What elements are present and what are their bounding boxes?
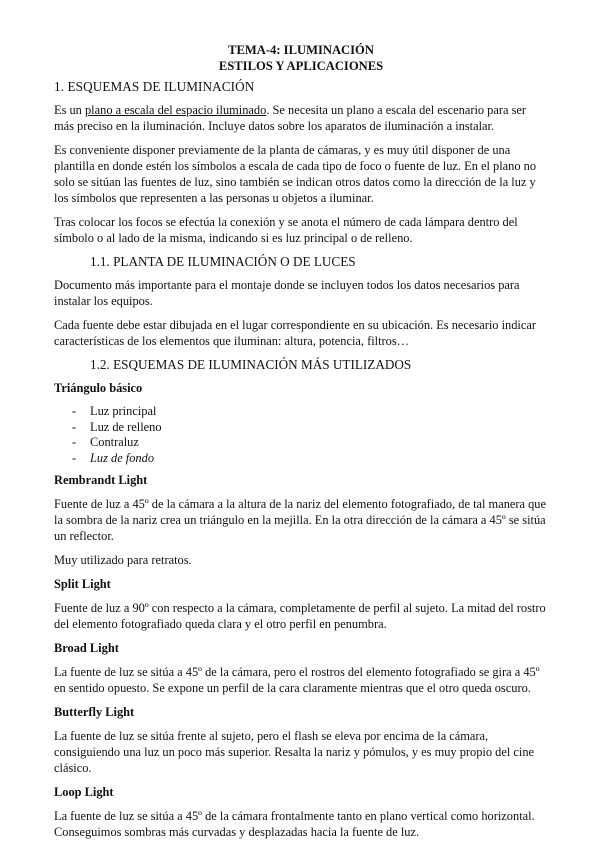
section-1-paragraph-1 xyxy=(54,102,548,134)
underlined-phrase: plano a escala del espacio iluminado xyxy=(84,103,267,117)
loop-heading: Loop Light xyxy=(54,785,114,799)
triangulo-heading: Triángulo básico xyxy=(54,381,143,395)
p1-rest: . Se necesita un plano a escala del escenario para ser más preciso en la iluminación. Incluye datos sobre los aparatos de iluminación a instalar. xyxy=(54,103,527,133)
section-1-2-heading: 1.2. ESQUEMAS DE ILUMINACIÓN MÁS UTILIZADOS xyxy=(90,357,412,372)
section-1-1-paragraph-1: Documento más importante para el montaje donde se incluyen todos los datos necesarios para instalar los equipos. xyxy=(54,278,520,308)
section-1-1-paragraph-2: Cada fuente debe estar dibujada en el lugar correspondiente en su ubicación. Es necesario indicar características de los elementos que iluminan: altura, potencia, filtros… xyxy=(54,318,537,348)
list-item: - Contraluz xyxy=(54,435,548,451)
triangulo-list xyxy=(54,404,548,466)
list-item: - Luz de fondo xyxy=(54,451,548,467)
section-1-1-heading: 1.1. PLANTA DE ILUMINACIÓN O DE LUCES xyxy=(90,254,356,269)
section-1-heading: 1. ESQUEMAS DE ILUMINACIÓN xyxy=(54,79,255,94)
doc-title xyxy=(54,42,548,74)
list-item: - Luz principal xyxy=(54,404,548,420)
butterfly-heading: Butterfly Light xyxy=(54,705,135,719)
rembrandt-paragraph-1: Fuente de luz a 45º de la cámara a la altura de la nariz del elemento fotografiado, de tal manera que la sombra de la nariz crea un triángulo en la mejilla. En la otra dirección de la cámara a 45º se sitúa un reflector. xyxy=(54,497,547,543)
rembrandt-paragraph-2: Muy utilizado para retratos. xyxy=(54,553,192,567)
split-paragraph: Fuente de luz a 90º con respecto a la cámara, completamente de perfil al sujeto. La mitad del rostro del elemento fotografiado queda clara y el otro perfil en penumbra. xyxy=(54,601,546,631)
section-1-paragraph-3: Tras colocar los focos se efectúa la conexión y se anota el número de cada lámpara dentro del símbolo o al lado de la misma, indicando si es luz principal o de relleno. xyxy=(54,215,518,245)
rembrandt-heading: Rembrandt Light xyxy=(54,473,148,487)
broad-paragraph: La fuente de luz se sitúa a 45º de la cámara, pero el rostros del elemento fotografiado se gira a 45º en sentido opuesto. Se expone un perfil de la cara claramente mientras que el otro queda oscuro. xyxy=(54,665,540,695)
title-line-1: TEMA-4: ILUMINACIÓN xyxy=(228,43,374,57)
broad-heading: Broad Light xyxy=(54,641,119,655)
split-heading: Split Light xyxy=(54,577,111,591)
section-1-paragraph-2: Es conveniente disponer previamente de la planta de cámaras, y es muy útil disponer de una plantilla en donde estén los símbolos a escala de cada tipo de foco o fuente de luz. En el plano no solo se sitúan las fuentes de luz, sino también se indican otros datos como la dirección de la luz y los símbolos que representen a las personas u objetos a iluminar. xyxy=(54,143,537,205)
loop-paragraph: La fuente de luz se sitúa a 45º de la cámara frontalmente tanto en plano vertical como horizontal. Conseguimos sombras más curvadas y desplazadas hacia la fuente de luz. xyxy=(54,809,535,839)
title-line-2: ESTILOS Y APLICACIONES xyxy=(218,59,384,73)
list-item: - Luz de relleno xyxy=(54,420,548,436)
p1-prefix: Es un xyxy=(54,103,85,117)
butterfly-paragraph: La fuente de luz se sitúa frente al sujeto, pero el flash se eleva por encima de la cámara, consiguiendo una luz un poco más superior. Resalta la nariz y pómulos, y es muy propio del cine clásico. xyxy=(54,729,535,775)
